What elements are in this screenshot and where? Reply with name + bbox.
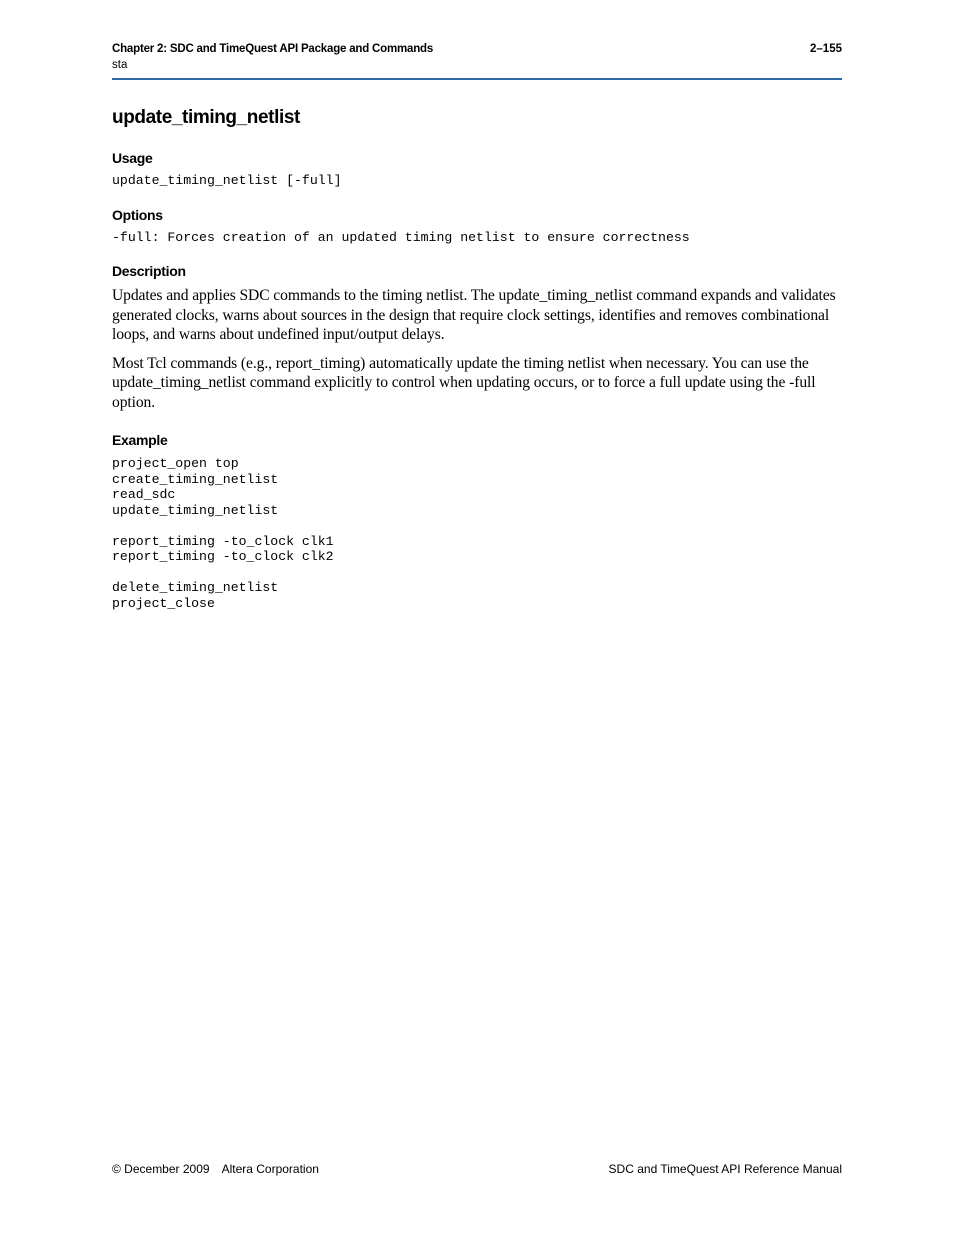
section-name: sta — [112, 59, 128, 71]
example-code-block — [112, 456, 842, 611]
example-heading: Example — [112, 432, 168, 448]
options-code: -full: Forces creation of an updated timing netlist to ensure correctness — [112, 229, 690, 245]
options-heading: Options — [112, 206, 163, 223]
footer-manual-title: SDC and TimeQuest API Reference Manual — [608, 1162, 842, 1176]
footer-left — [112, 1162, 319, 1176]
example-blank-line — [112, 518, 842, 534]
usage-heading: Usage — [112, 150, 153, 166]
chapter-title: Chapter 2: SDC and TimeQuest API Package and Commands — [112, 43, 434, 55]
description-paragraph: Most Tcl commands (e.g., report_timing) automatically update the timing netlist when necessary. You can use the update_timing_netlist command explicitly to control when updating occurs, or to force a full update using the -full option. — [112, 354, 816, 411]
example-line: report_timing -to_clock clk2 — [112, 549, 334, 564]
example-line: project_open top — [112, 456, 239, 471]
example-line: update_timing_netlist — [112, 502, 279, 518]
example-line: read_sdc — [112, 487, 176, 502]
command-title: update_timing_netlist — [112, 107, 300, 128]
example-blank-line — [112, 565, 842, 581]
page-header — [112, 43, 842, 80]
page-content — [112, 104, 842, 611]
footer-date: © December 2009 — [112, 1162, 210, 1176]
example-line: project_close — [112, 595, 215, 611]
example-line: delete_timing_netlist — [112, 580, 279, 595]
description-paragraph: Updates and applies SDC commands to the timing netlist. The update_timing_netlist command expands and validates generated clocks, warns about sources in the design that require clock settings, identifies and removes combinational loops, and warns about undefined input/output delays. — [112, 287, 836, 343]
usage-code: update_timing_netlist [-full] — [112, 173, 342, 188]
example-line: create_timing_netlist — [112, 471, 279, 487]
example-line: report_timing -to_clock clk1 — [112, 533, 334, 549]
description-heading: Description — [112, 263, 186, 279]
footer-company: Altera Corporation — [221, 1162, 319, 1176]
page-number: 2–155 — [810, 43, 842, 55]
